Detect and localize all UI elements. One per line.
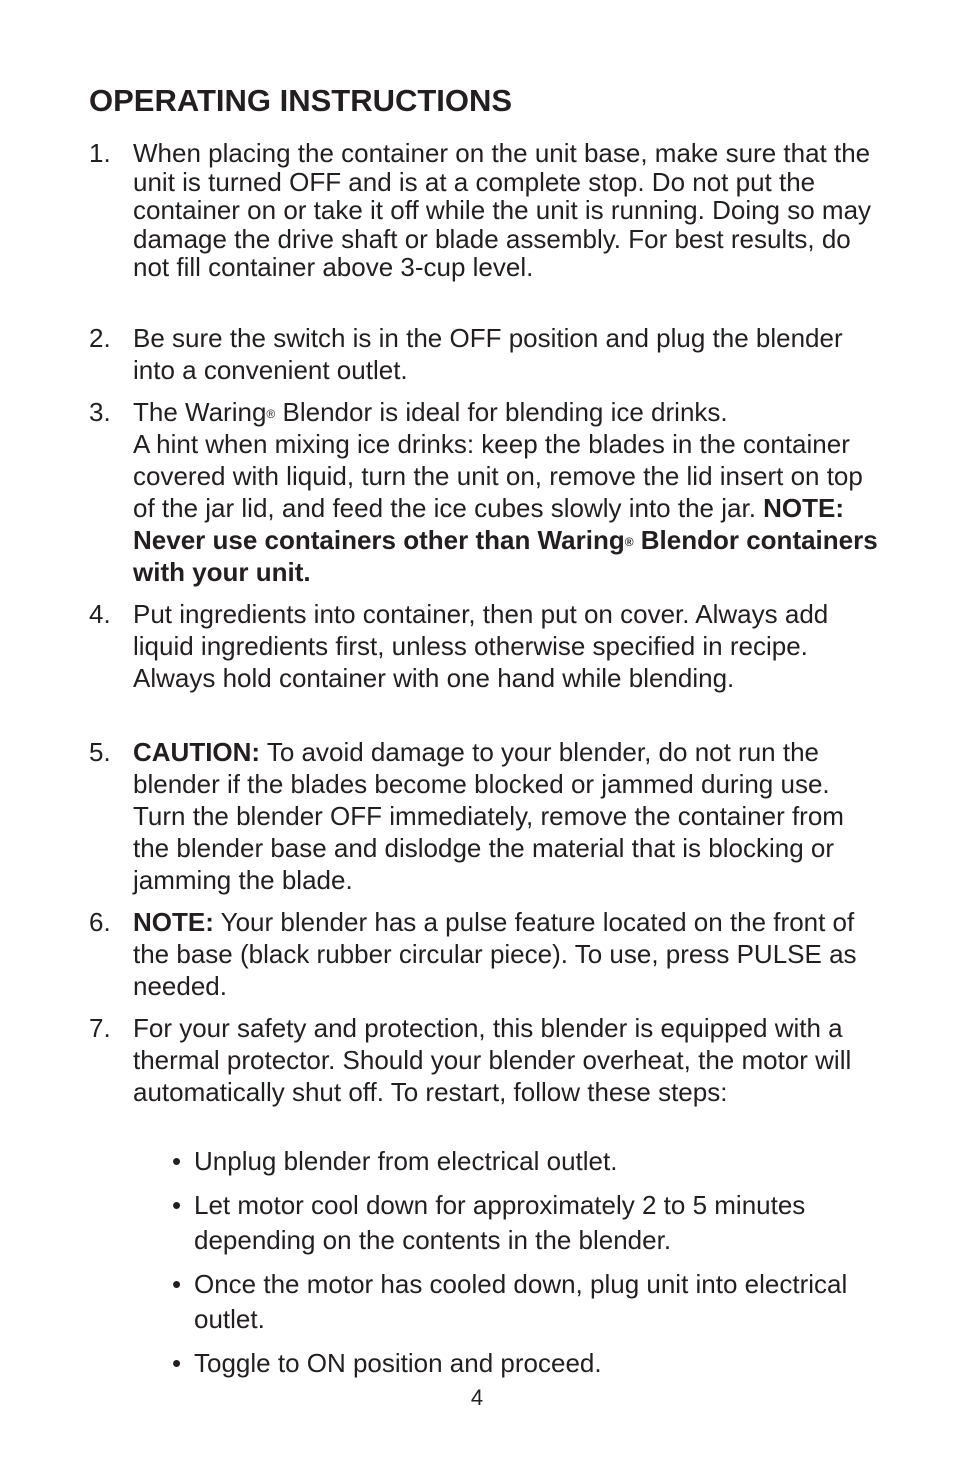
item-note-part: Blendor containers with your unit. xyxy=(133,525,878,587)
instruction-item-2 xyxy=(89,322,879,386)
list-item xyxy=(172,1346,862,1381)
list-item-text: Unplug blender from electrical outlet. xyxy=(194,1146,618,1176)
item-text: Be sure the switch is in the OFF position and plug the blender into a convenient outlet. xyxy=(133,323,843,385)
instruction-item-1 xyxy=(89,139,879,282)
note-label: NOTE: xyxy=(133,907,214,937)
instruction-item-4 xyxy=(89,598,879,694)
caution-label: CAUTION: xyxy=(133,737,261,767)
bullet-dot: • xyxy=(172,1269,182,1299)
item-text: For your safety and protection, this blender is equipped with a thermal protector. Should your blender overheat, the motor will automatically shut off. To restart, follow these steps: xyxy=(133,1013,852,1107)
item-number: 1. xyxy=(89,138,111,168)
list-item xyxy=(172,1188,862,1258)
item-number: 4. xyxy=(89,599,111,629)
list-item-text: Toggle to ON position and proceed. xyxy=(194,1348,602,1378)
item-number: 7. xyxy=(89,1013,111,1043)
page-number: 4 xyxy=(470,1385,484,1410)
list-item-text: Let motor cool down for approximately 2 to 5 minutes depending on the contents in the blender. xyxy=(194,1190,806,1255)
item-text xyxy=(133,396,879,588)
item-text-part: Blendor is ideal for blending ice drinks. xyxy=(275,397,728,427)
item-text xyxy=(133,736,879,896)
list-item-text: Once the motor has cooled down, plug unit into electrical outlet. xyxy=(194,1269,848,1334)
item-text-part: Your blender has a pulse feature located on the front of the base (black rubber circular piece). To use, press PULSE as needed. xyxy=(133,907,857,1001)
instruction-item-5 xyxy=(89,736,879,896)
list-item xyxy=(172,1267,862,1337)
list-item xyxy=(172,1144,862,1179)
item-number: 6. xyxy=(89,907,111,937)
item-text-part: A hint when mixing ice drinks: keep the blades in the container covered with liquid, turn the unit on, remove the lid insert on top of the jar lid, and feed the ice cubes slowly into the jar. xyxy=(133,429,863,523)
item-text-part: To avoid damage to your blender, do not run the blender if the blades become blocked or jammed during use. Turn the blender OFF immediately, remove the container from the blender base and dislodge the material that is blocking or jamming the blade. xyxy=(133,737,844,895)
item-text xyxy=(133,906,879,1002)
bullet-dot: • xyxy=(172,1348,182,1378)
instruction-item-6 xyxy=(89,906,879,1002)
bullet-dot: • xyxy=(172,1146,182,1176)
registered-mark: ® xyxy=(266,407,276,421)
item-number: 2. xyxy=(89,323,111,353)
bullet-dot: • xyxy=(172,1190,182,1220)
section-heading: OPERATING INSTRUCTIONS xyxy=(89,83,513,118)
item-note-part: NOTE: Never use containers other than Waring xyxy=(133,493,845,555)
item-text: When placing the container on the unit base, make sure that the unit is turned OFF and is at a complete stop. Do not put the container on or take it off while the unit is running. Doing so may damage the drive shaft or blade assembly. For best results, do not fill container above 3-cup level. xyxy=(133,138,872,283)
item-text-part: The Waring xyxy=(133,397,267,427)
instruction-item-7 xyxy=(89,1012,879,1108)
instruction-item-3 xyxy=(89,396,879,588)
item-number: 5. xyxy=(89,737,111,767)
registered-mark: ® xyxy=(624,535,634,549)
item-text: Put ingredients into container, then put on cover. Always add liquid ingredients first, unless otherwise specified in recipe. Always hold container with one hand while blending. xyxy=(133,599,829,693)
item-number: 3. xyxy=(89,397,111,427)
